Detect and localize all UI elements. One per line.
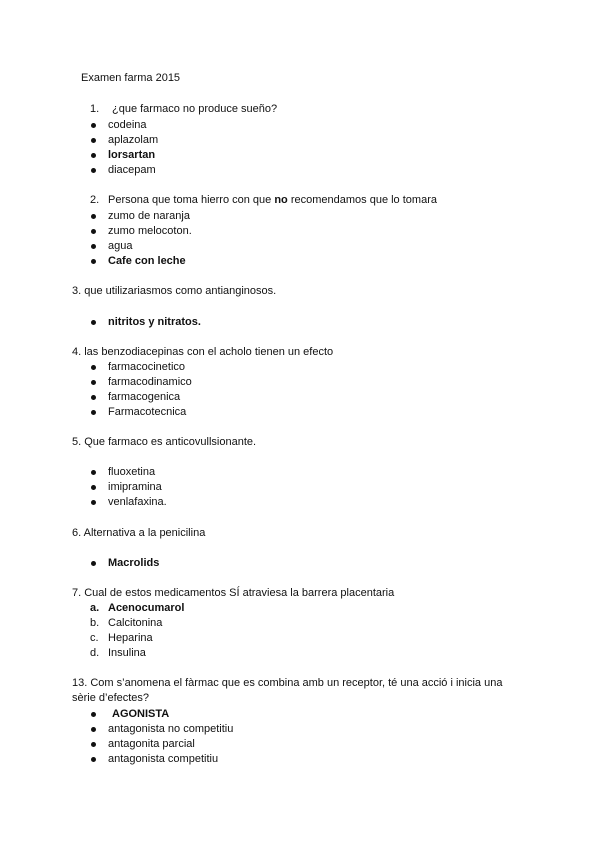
q7-option-a-correct: Acenocumarol	[108, 602, 185, 614]
bullet-icon	[91, 712, 96, 717]
q7-marker-d: d.	[90, 647, 100, 659]
question-2-number: 2.	[90, 194, 100, 206]
question-1-number: 1.	[90, 103, 100, 115]
bullet-icon	[91, 561, 96, 566]
question-6-text: 6. Alternativa a la penicilina	[72, 527, 206, 539]
bullet-icon	[91, 138, 96, 143]
q3-option-1-correct: nitritos y nitratos.	[108, 316, 201, 328]
q7-option-b: Calcitonina	[108, 617, 163, 629]
bullet-icon	[91, 410, 96, 415]
q4-option-3: farmacogenica	[108, 391, 181, 403]
bullet-icon	[91, 168, 96, 173]
q1-option-4: diacepam	[108, 164, 156, 176]
question-2-text-bold: no	[274, 194, 288, 206]
bullet-icon	[91, 470, 96, 475]
question-2-text	[108, 194, 437, 207]
q13-option-2: antagonista no competitiu	[108, 723, 234, 735]
bullet-icon	[91, 153, 96, 158]
bullet-icon	[91, 395, 96, 400]
question-7-text: 7. Cual de estos medicamentos SÍ atraviesa la barrera placentaria	[72, 587, 395, 599]
q6-option-1-correct: Macrolids	[108, 557, 160, 569]
q13-option-3: antagonita parcial	[108, 738, 195, 750]
q5-option-2: imipramina	[108, 481, 162, 493]
bullet-icon	[91, 757, 96, 762]
question-4-text: 4. las benzodiacepinas con el acholo tienen un efecto	[72, 346, 334, 358]
question-13-text-line-1: 13. Com s’anomena el fàrmac que es combina amb un receptor, té una acció i inicia una	[72, 677, 503, 689]
bullet-icon	[91, 320, 96, 325]
bullet-icon	[91, 229, 96, 234]
q4-option-1: farmacocinetico	[108, 361, 186, 373]
bullet-icon	[91, 742, 96, 747]
q7-option-d: Insulina	[108, 647, 146, 659]
q13-option-4: antagonista competitiu	[108, 753, 219, 765]
q4-option-2: farmacodinamico	[108, 376, 192, 388]
question-2-text-after: recomendamos que lo tomara	[287, 194, 437, 206]
question-1-text: ¿que farmaco no produce sueño?	[112, 103, 278, 115]
q1-option-2: aplazolam	[108, 134, 159, 146]
q7-marker-a: a.	[90, 602, 100, 614]
bullet-icon	[91, 500, 96, 505]
q2-option-4-correct: Cafe con leche	[108, 255, 186, 267]
bullet-icon	[91, 244, 96, 249]
q5-option-3: venlafaxina.	[108, 496, 167, 508]
q2-option-3: agua	[108, 240, 133, 252]
question-3-text: 3. que utilizariasmos como antianginosos.	[72, 285, 277, 297]
page-title: Examen farma 2015	[81, 72, 181, 84]
bullet-icon	[91, 380, 96, 385]
question-2-text-before: Persona que toma hierro con que	[108, 194, 275, 206]
q4-option-4: Farmacotecnica	[108, 406, 187, 418]
bullet-icon	[91, 214, 96, 219]
q2-option-2: zumo melocoton.	[108, 225, 192, 237]
bullet-icon	[91, 123, 96, 128]
bullet-icon	[91, 259, 96, 264]
bullet-icon	[91, 365, 96, 370]
bullet-icon	[91, 485, 96, 490]
q7-option-c: Heparina	[108, 632, 153, 644]
q1-option-3-correct: lorsartan	[108, 149, 156, 161]
question-13-text-line-2: sèrie d’efectes?	[72, 692, 150, 704]
q5-option-1: fluoxetina	[108, 466, 156, 478]
q1-option-1: codeina	[108, 119, 147, 131]
bullet-icon	[91, 727, 96, 732]
question-5-text: 5. Que farmaco es anticovullsionante.	[72, 436, 257, 448]
q2-option-1: zumo de naranja	[108, 210, 190, 222]
q7-marker-b: b.	[90, 617, 100, 629]
q7-marker-c: c.	[90, 632, 99, 644]
q13-option-1-correct: AGONISTA	[112, 708, 170, 720]
